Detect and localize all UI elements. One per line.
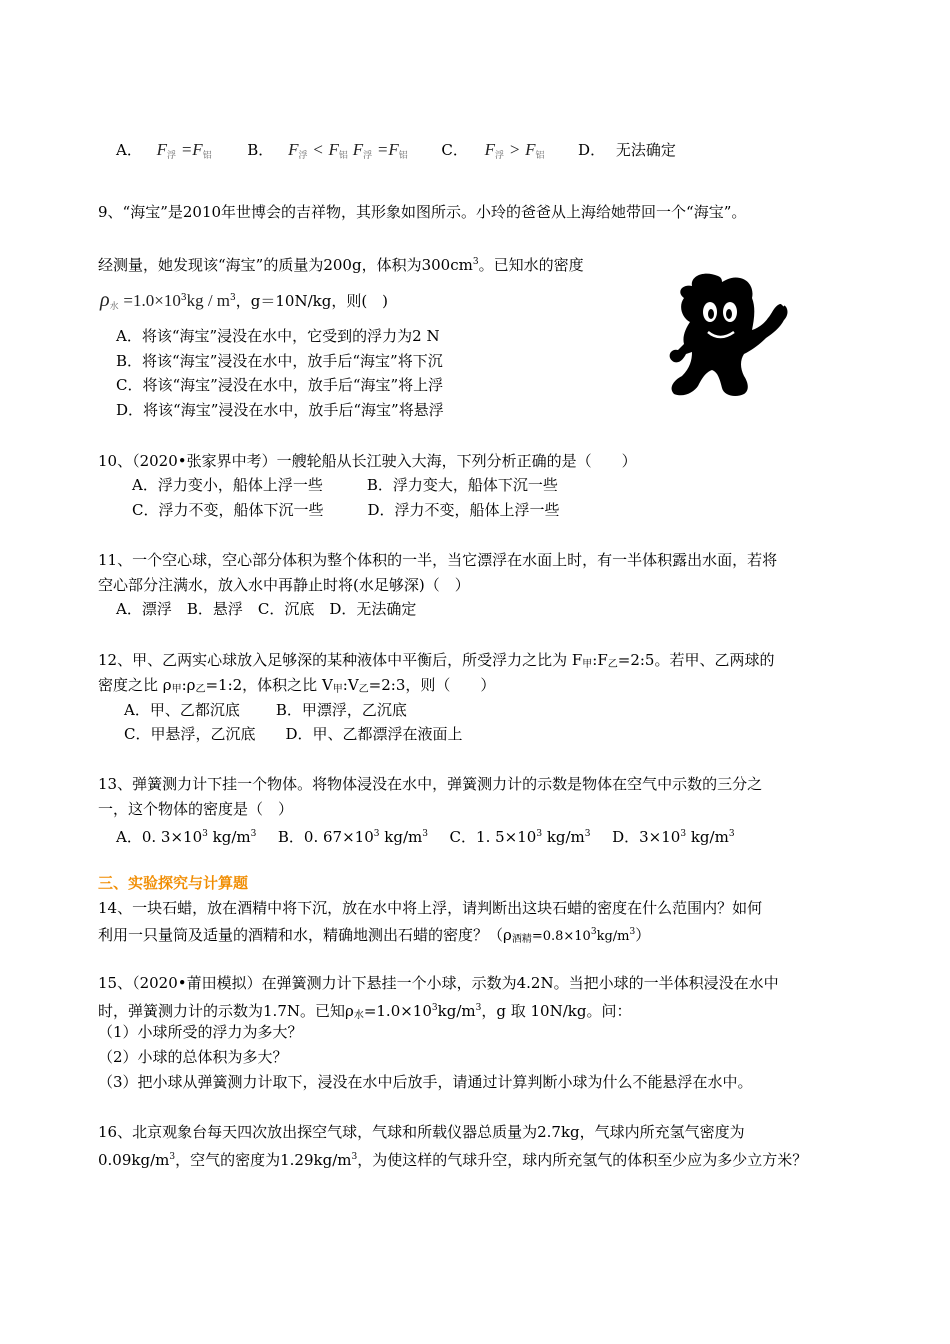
- q8-options: A． $F_浮 =F_铝$ B． $F_浮 < F_铝$ $F_浮 =F_铝$ C． $F_浮 > F_铝$ D． 无法确定: [116, 140, 676, 161]
- q15-subquestion-1: （1）小球所受的浮力为多大？: [98, 1023, 303, 1041]
- q9-option-a: A．将该“海宝”浸没在水中，它受到的浮力为2 N: [116, 327, 440, 345]
- q10-stem: 10、（2020•张家界中考）一艘轮船从长江驶入大海，下列分析正确的是（ ）: [98, 452, 637, 470]
- q15-subquestion-3: （3）把小球从弹簧测力计取下，浸没在水中后放手，请通过计算判断小球为什么不能悬浮在水中。: [98, 1073, 753, 1091]
- q10-options-row2: C．浮力不变，船体下沉一些 D．浮力不变，船体上浮一些: [132, 501, 560, 519]
- q12-options-row1: A．甲、乙都沉底 B．甲漂浮，乙沉底: [124, 701, 407, 719]
- q13-stem-line2: 一，这个物体的密度是（ ）: [98, 800, 294, 818]
- q11-options: A．漂浮 B．悬浮 C．沉底 D．无法确定: [116, 600, 417, 618]
- q11-stem-line1: 11、一个空心球，空心部分体积为整个体积的一半，当它漂浮在水面上时，有一半体积露出水面，若将: [98, 551, 778, 569]
- q13-options: A．0. $3\times 10^3$ $kg/m^3$ B．0. $67\times 10^3$ $kg/m^3$ C．1. $5\times 10^3$ $kg/m^3$ D．$3\times 10^3$ $kg/m^3$: [116, 828, 735, 846]
- section-heading: 三、实验探究与计算题: [98, 874, 249, 892]
- q14-stem-line2: 利用一只量筒及适量的酒精和水，精确地测出石蜡的密度？（ρ酒精$=0.8\times 10^3kg/m^3$）: [98, 926, 651, 945]
- q10-options-row1: A．浮力变小，船体上浮一些 B．浮力变大，船体下沉一些: [132, 476, 558, 494]
- q9-stem-line1: 9、“海宝”是2010年世博会的吉祥物，其形象如图所示。小玲的爸爸从上海给她带回一个“海宝”。: [98, 203, 747, 221]
- q12-stem-line2: 密度之比 ρ甲:ρ乙=1:2，体积之比 V甲:V乙=2:3，则（ ）: [98, 676, 496, 695]
- q15-subquestion-2: （2）小球的总体积为多大？: [98, 1048, 288, 1066]
- haibao-mascot-image: [660, 268, 800, 400]
- q9-option-b: B．将该“海宝”浸没在水中，放手后“海宝”将下沉: [116, 352, 443, 370]
- q9-stem-line2: 经测量，她发现该“海宝”的质量为200g，体积为$300cm^3$。已知水的密度: [98, 256, 584, 274]
- q16-stem-line1: 16、北京观象台每天四次放出探空气球，气球和所载仪器总质量为2.7kg，气球内所充氢气密度为: [98, 1123, 745, 1141]
- q9-option-c: C．将该“海宝”浸没在水中，放手后“海宝”将上浮: [116, 376, 444, 394]
- q14-stem-line1: 14、一块石蜡，放在酒精中将下沉，放在水中将上浮，请判断出这块石蜡的密度在什么范围内？如何: [98, 899, 763, 917]
- q12-options-row2: C．甲悬浮，乙沉底 D．甲、乙都漂浮在液面上: [124, 725, 463, 743]
- q11-stem-line2: 空心部分注满水，放入水中再静止时将(水足够深)（ ）: [98, 576, 470, 594]
- q9-density-formula: $\rho_水 =1.0\times 10^3kg / m^3$，g＝10N/kg，则( ): [100, 289, 389, 312]
- q9-option-d: D．将该“海宝”浸没在水中，放手后“海宝”将悬浮: [116, 401, 444, 419]
- q15-stem-line2: 时，弹簧测力计的示数为1.7N。已知ρ水$=1.0\times 10^3kg/m^3$，g 取 10N/kg。问：: [98, 1002, 632, 1021]
- q15-stem-line1: 15、（2020•莆田模拟）在弹簧测力计下悬挂一个小球，示数为4.2N。当把小球的一半体积浸没在水中: [98, 974, 779, 992]
- q16-stem-line2: $0.09kg/m^3$，空气的密度为$1.29kg/m^3$，为使这样的气球升空，球内所充氢气的体积至少应为多少立方米？: [98, 1151, 808, 1169]
- q12-stem-line1: 12、甲、乙两实心球放入足够深的某种液体中平衡后，所受浮力之比为 F甲:F乙=2:5。若甲、乙两球的: [98, 651, 775, 670]
- q13-stem-line1: 13、弹簧测力计下挂一个物体。将物体浸没在水中，弹簧测力计的示数是物体在空气中示数的三分之: [98, 775, 763, 793]
